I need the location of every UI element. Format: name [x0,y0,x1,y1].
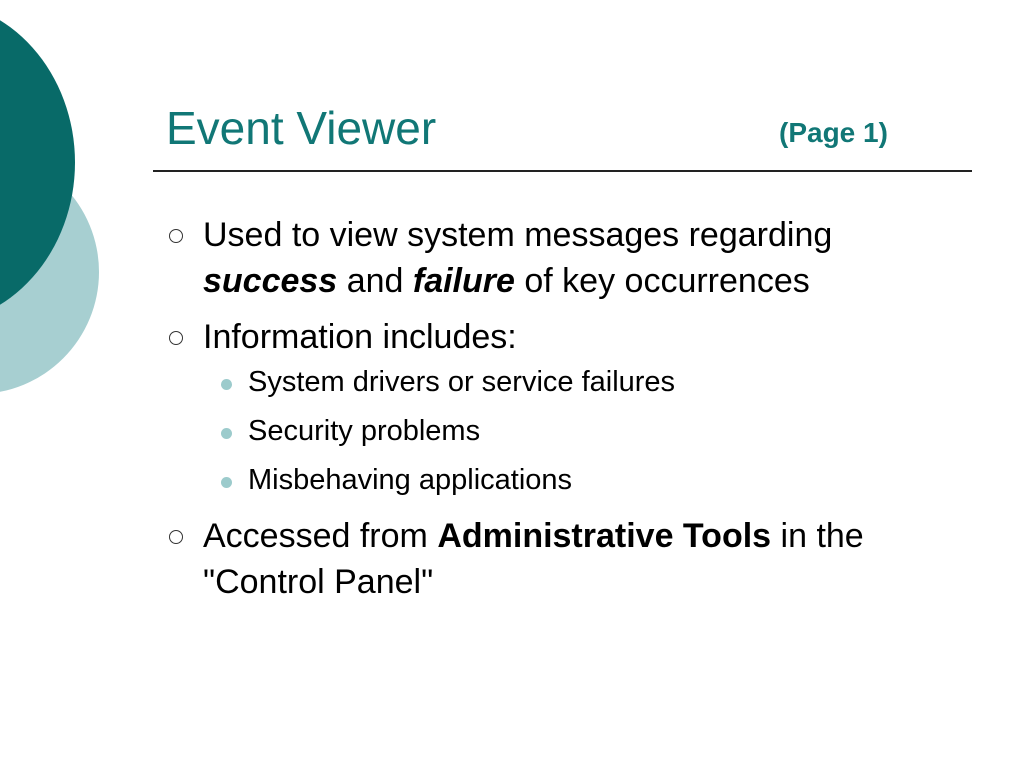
emphasis-administrative-tools: Administrative Tools [437,517,772,555]
sub-bullet-item [165,407,965,456]
hollow-circle-bullet-icon [169,229,183,243]
sub-bullet-item [165,456,965,505]
sub-bullet-text: Misbehaving applications [248,464,573,496]
hollow-circle-bullet-icon [169,331,183,345]
bullet-text: in the "Control Panel" [203,517,864,601]
sub-bullet-item [165,358,965,407]
slide-body [165,212,965,615]
emphasis-failure: failure [412,262,515,300]
dot-bullet-icon [221,428,232,439]
bullet-text: of key occurrences [524,262,810,300]
sub-bullet-text: Security problems [248,415,481,447]
emphasis-success: success [203,262,338,300]
bullet-purpose [165,212,965,304]
dot-bullet-icon [221,379,232,390]
bullet-information [165,314,965,360]
hollow-circle-bullet-icon [169,530,183,544]
page-label: (Page 1) [779,117,888,148]
bullet-access [165,513,965,605]
bullet-text: Information includes: [203,318,517,356]
bullet-text: Accessed from [203,517,428,555]
slide-title: Event Viewer [166,102,437,154]
sub-bullet-list [165,358,965,505]
title-divider [153,170,972,172]
bullet-text: Used to view system messages regarding [203,216,833,254]
bullet-text: and [346,262,404,300]
dot-bullet-icon [221,477,232,488]
sub-bullet-text: System drivers or service failures [248,366,676,398]
